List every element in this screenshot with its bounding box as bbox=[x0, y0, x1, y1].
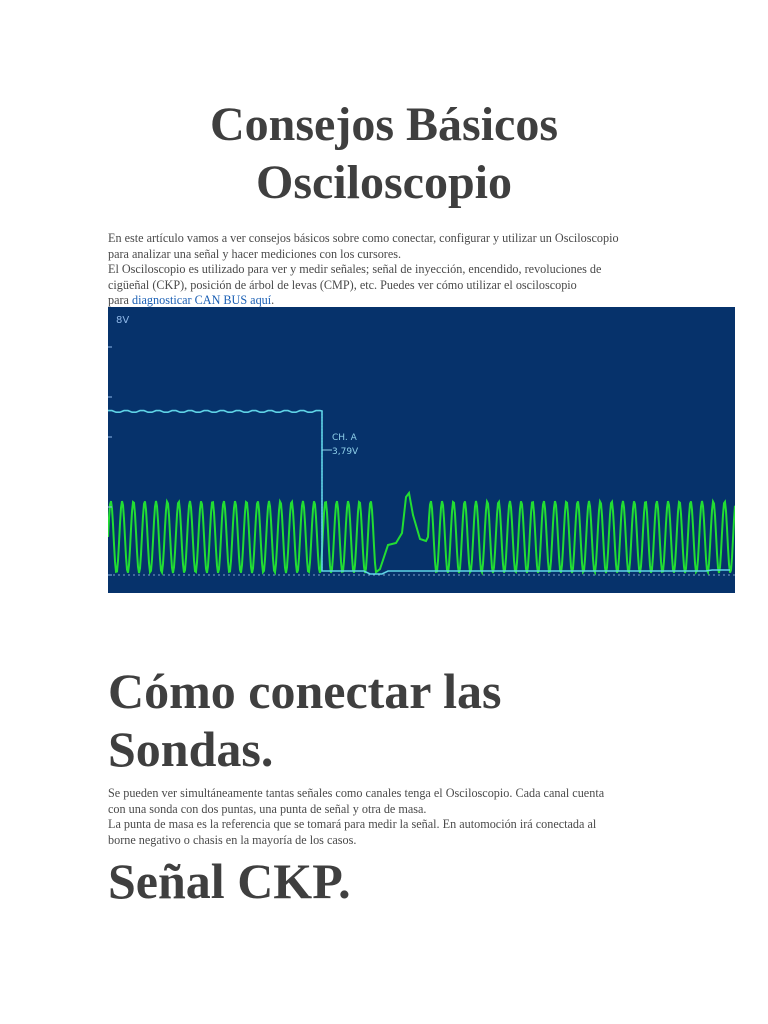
probes-line: Se pueden ver simultáneamente tantas señales como canales tenga el Osciloscopio. Cada canal cuenta bbox=[108, 786, 605, 800]
intro-text: para bbox=[108, 293, 133, 307]
channel-a-trace bbox=[108, 411, 730, 574]
oscilloscope-waveform bbox=[108, 307, 735, 593]
section-heading-ckp-signal: Señal CKP. bbox=[108, 853, 351, 909]
intro-line: En este artículo vamos a ver consejos básicos sobre como conectar, configurar y utilizar un Osciloscopio bbox=[108, 231, 619, 245]
probes-paragraph bbox=[108, 786, 660, 848]
section-heading-line: Cómo conectar las bbox=[108, 663, 502, 719]
page-title bbox=[108, 96, 660, 212]
intro-line: cigüeñal (CKP), posición de árbol de levas (CMP), etc. Puedes ver cómo utilizar el osciloscopio bbox=[108, 277, 577, 292]
section-heading-connect-probes bbox=[108, 662, 668, 778]
channel-label: CH. A bbox=[332, 433, 357, 443]
cursor-value: 3,79V bbox=[332, 447, 359, 457]
page-title-line-1: Consejos Básicos bbox=[209, 98, 559, 151]
probes-line: borne negativo o chasis en la mayoría de los casos. bbox=[108, 832, 357, 847]
intro-line: para analizar una señal y hacer mediciones con los cursores. bbox=[108, 246, 402, 261]
page-title-line-2: Osciloscopio bbox=[255, 156, 512, 209]
probes-line: La punta de masa es la referencia que se tomará para medir la señal. En automoción irá conectada al bbox=[108, 817, 597, 831]
intro-paragraph bbox=[108, 231, 660, 309]
intro-line: El Osciloscopio es utilizado para ver y medir señales; señal de inyección, encendido, revoluciones de bbox=[108, 262, 602, 276]
scale-label: 8V bbox=[116, 315, 130, 326]
axis-ticks bbox=[108, 347, 112, 575]
section-heading-line: Sondas. bbox=[108, 721, 274, 777]
intro-text: . bbox=[271, 293, 275, 307]
oscilloscope-screenshot bbox=[108, 307, 735, 593]
ckp-signal-trace bbox=[108, 493, 735, 573]
can-bus-link[interactable]: diagnosticar CAN BUS aquí bbox=[132, 293, 272, 307]
probes-line: con una sonda con dos puntas, una punta de señal y otra de masa. bbox=[108, 801, 427, 816]
